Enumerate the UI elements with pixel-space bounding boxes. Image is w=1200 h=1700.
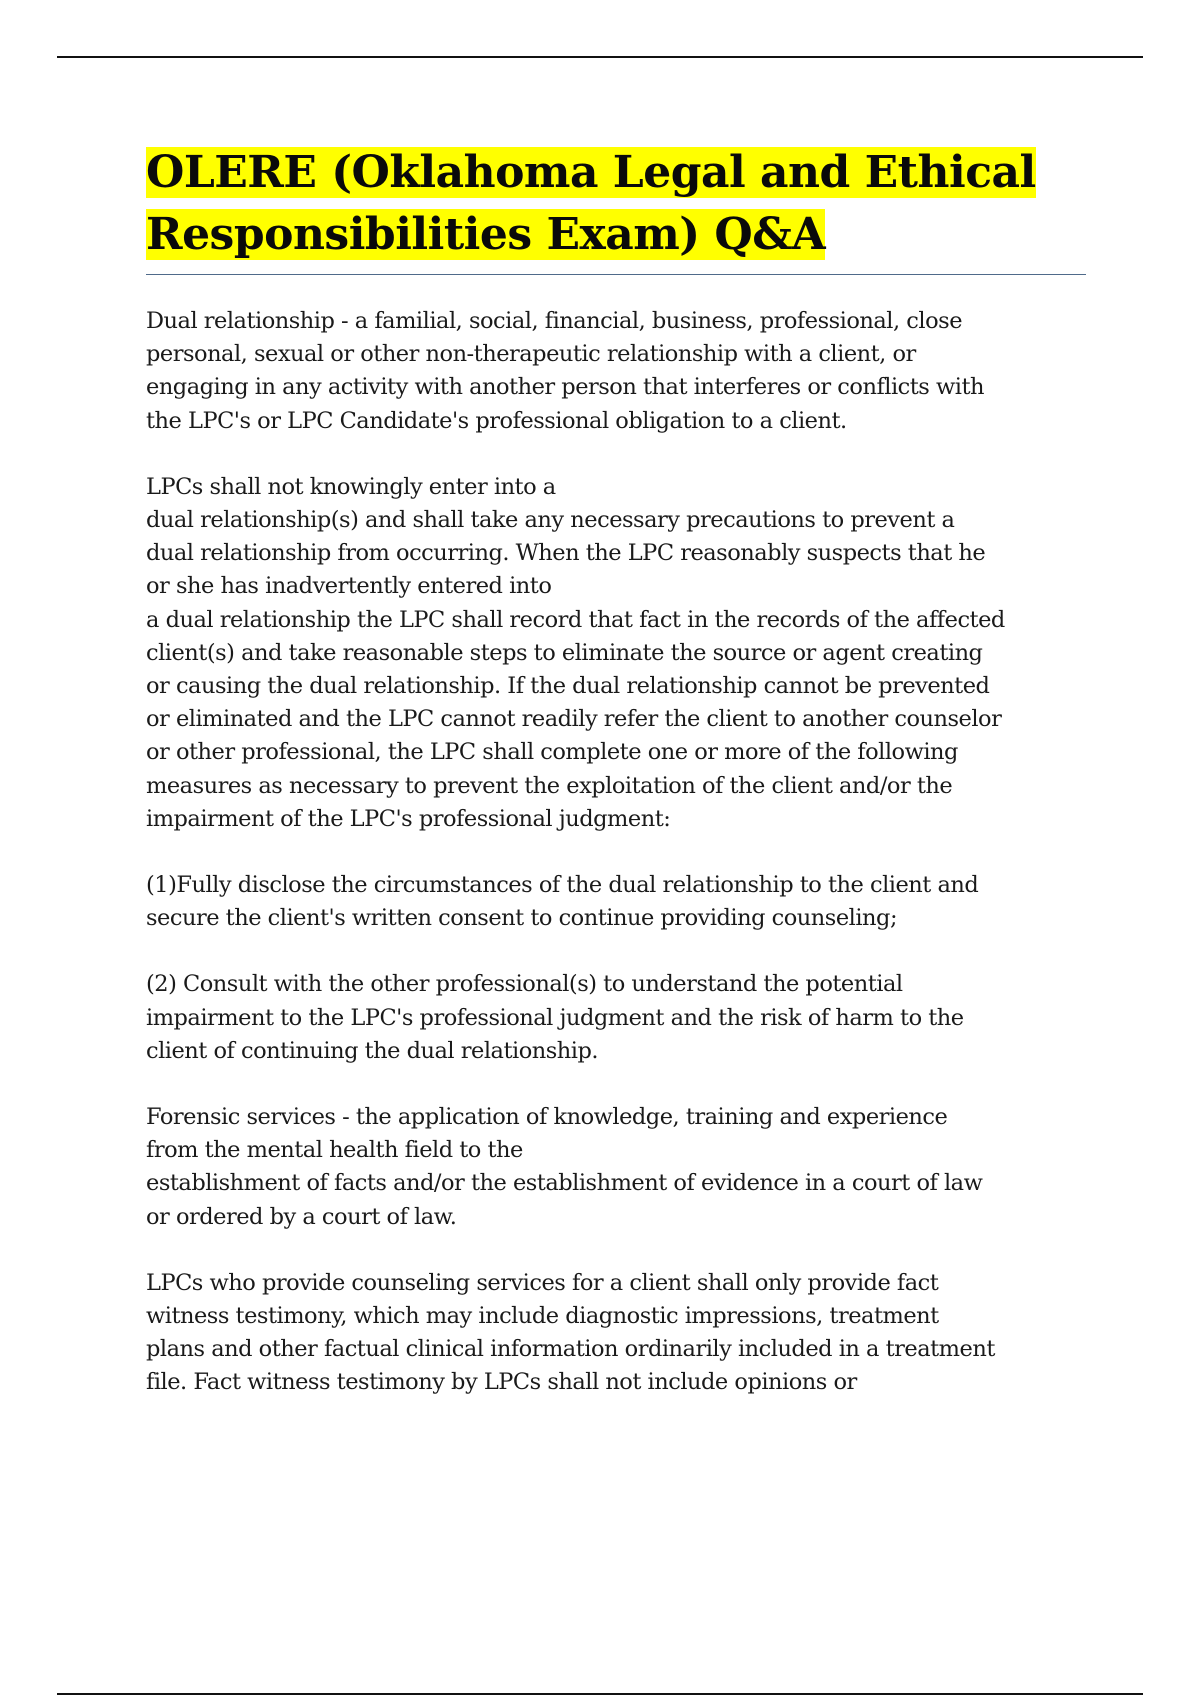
- text-line: file. Fact witness testimony by LPCs shall not include opinions or: [146, 1369, 857, 1396]
- text-line: impairment of the LPC's professional judgment:: [146, 805, 671, 832]
- text-line: or causing the dual relationship. If the dual relationship cannot be prevented: [146, 673, 990, 700]
- paragraph-fact-witness-testimony: [146, 1267, 1086, 1400]
- text-line: LPCs shall not knowingly enter into a: [146, 473, 556, 500]
- text-line: or other professional, the LPC shall complete one or more of the following: [146, 739, 958, 766]
- paragraph-dual-relationship-definition: [146, 305, 1086, 438]
- page-top-rule: [57, 56, 1143, 58]
- text-line: client of continuing the dual relationship.: [146, 1037, 599, 1064]
- document-title: [146, 142, 1086, 266]
- paragraph-measure-2: [146, 968, 1086, 1068]
- title-underline-rule: [146, 274, 1086, 275]
- text-line: (1)Fully disclose the circumstances of the dual relationship to the client and: [146, 872, 979, 899]
- document-body: [146, 305, 1086, 1400]
- paragraph-measure-1: [146, 869, 1086, 935]
- document-content: [146, 142, 1086, 1400]
- text-line: Forensic services - the application of knowledge, training and experience: [146, 1104, 948, 1131]
- text-line: dual relationship(s) and shall take any necessary precautions to prevent a: [146, 507, 955, 534]
- document-title-line-1: OLERE (Oklahoma Legal and Ethical: [146, 147, 1036, 198]
- document-title-line-2: Responsibilities Exam) Q&A: [146, 209, 826, 260]
- text-line: Dual relationship - a familial, social, financial, business, professional, close: [146, 308, 963, 334]
- text-line: secure the client's written consent to continue providing counseling;: [146, 905, 898, 932]
- text-line: plans and other factual clinical information ordinarily included in a treatment: [146, 1336, 995, 1363]
- text-line: LPCs who provide counseling services for a client shall only provide fact: [146, 1269, 939, 1296]
- text-line: engaging in any activity with another person that interferes or conflicts with: [146, 374, 984, 401]
- text-line: impairment to the LPC's professional judgment and the risk of harm to the: [146, 1004, 964, 1031]
- paragraph-forensic-services-definition: [146, 1101, 1086, 1234]
- text-line: from the mental health field to the: [146, 1137, 523, 1164]
- text-line: or she has inadvertently entered into: [146, 573, 552, 600]
- text-line: client(s) and take reasonable steps to eliminate the source or agent creating: [146, 639, 983, 666]
- text-line: personal, sexual or other non-therapeutic relationship with a client, or: [146, 341, 916, 368]
- text-line: a dual relationship the LPC shall record that fact in the records of the affected: [146, 606, 1005, 633]
- text-line: measures as necessary to prevent the exploitation of the client and/or the: [146, 772, 953, 799]
- paragraph-dual-relationship-rule: [146, 471, 1086, 836]
- text-line: or ordered by a court of law.: [146, 1203, 457, 1230]
- text-line: dual relationship from occurring. When the LPC reasonably suspects that he: [146, 540, 986, 567]
- text-line: establishment of facts and/or the establishment of evidence in a court of law: [146, 1170, 983, 1197]
- text-line: (2) Consult with the other professional(s) to understand the potential: [146, 971, 903, 998]
- text-line: witness testimony, which may include diagnostic impressions, treatment: [146, 1303, 939, 1330]
- text-line: or eliminated and the LPC cannot readily refer the client to another counselor: [146, 706, 1002, 733]
- page-bottom-rule: [57, 1693, 1143, 1695]
- text-line: the LPC's or LPC Candidate's professional obligation to a client.: [146, 407, 847, 434]
